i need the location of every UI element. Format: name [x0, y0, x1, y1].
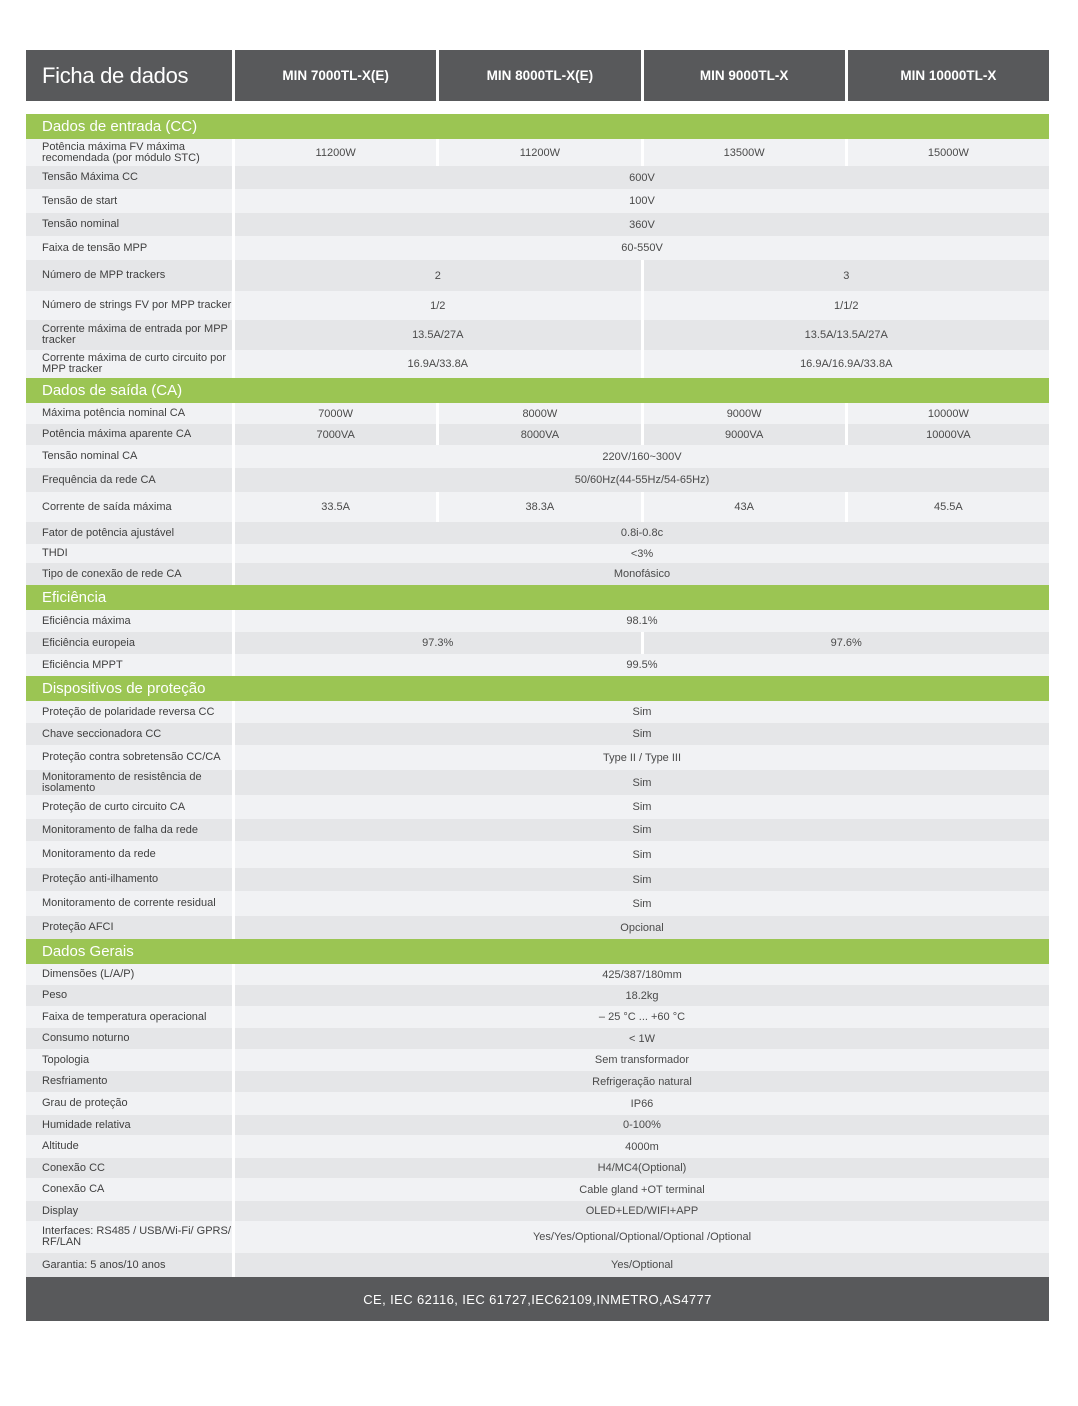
spec-value: 4000m [232, 1135, 1049, 1158]
spec-value: 38.3A [436, 492, 640, 522]
spec-row [26, 723, 1049, 745]
spec-label: Fator de potência ajustável [42, 526, 175, 539]
spec-value: Cable gland +OT terminal [232, 1178, 1049, 1201]
spec-label: Corrente máxima de curto circuito por MPP tracker [42, 352, 227, 375]
spec-row [26, 468, 1049, 492]
spec-row [26, 320, 1049, 350]
spec-row [26, 964, 1049, 985]
spec-label: Resfriamento [42, 1075, 108, 1087]
spec-row [26, 868, 1049, 891]
spec-row [26, 916, 1049, 939]
spec-label: Faixa de temperatura operacional [42, 1010, 207, 1023]
spec-row [26, 819, 1049, 841]
spec-row [26, 1253, 1049, 1277]
spec-value: 7000W [232, 403, 436, 424]
spec-value: Type II / Type III [232, 745, 1049, 770]
spec-label: Monitoramento da rede [42, 848, 156, 860]
spec-value: Refrigeração natural [232, 1071, 1049, 1092]
spec-value: < 1W [232, 1028, 1049, 1049]
spec-label: Proteção contra sobretensão CC/CA [42, 751, 221, 763]
spec-row [26, 139, 1049, 166]
spec-value: 15000W [845, 139, 1049, 166]
spec-value: Yes/Optional [232, 1253, 1049, 1277]
spec-value: 10000W [845, 403, 1049, 424]
spec-row [26, 291, 1049, 320]
spec-label: Proteção anti-ilhamento [42, 873, 159, 885]
spec-label: Número de MPP trackers [42, 269, 166, 281]
spec-row [26, 985, 1049, 1006]
spec-value: 13.5A/13.5A/27A [641, 320, 1050, 350]
datasheet [26, 50, 1049, 1321]
spec-row [26, 166, 1049, 189]
spec-sections [26, 114, 1049, 1277]
certifications-text: CE, IEC 62116, IEC 61727,IEC62109,INMETRO,AS4777 [363, 1291, 712, 1307]
spec-row [26, 492, 1049, 522]
spec-label: Humidade relativa [42, 1118, 131, 1131]
spec-row [26, 445, 1049, 468]
spec-value: IP66 [232, 1092, 1049, 1115]
spec-value: 9000VA [641, 424, 845, 445]
spec-label: Potência máxima aparente CA [42, 428, 192, 440]
spec-row [26, 701, 1049, 723]
spec-label: Monitoramento de falha da rede [42, 823, 198, 836]
spec-value: 8000VA [436, 424, 640, 445]
spec-value: Opcional [232, 916, 1049, 939]
spec-value: 97.3% [232, 632, 641, 654]
section-title: Dados de saída (CA) [26, 378, 1049, 403]
spec-label: Corrente de saída máxima [42, 500, 172, 513]
spec-value: Sim [232, 723, 1049, 745]
spec-value: 3 [641, 260, 1050, 291]
spec-value: 360V [232, 213, 1049, 236]
spec-label: Corrente máxima de entrada por MPP tracker [42, 323, 228, 346]
spec-value: 11200W [436, 139, 640, 166]
spec-value: Sim [232, 795, 1049, 819]
section-title: Dados de entrada (CC) [26, 114, 1049, 139]
spec-value: 11200W [232, 139, 436, 166]
spec-row [26, 260, 1049, 291]
spec-row [26, 770, 1049, 795]
spec-label: Display [42, 1204, 79, 1217]
spec-label: Tensão Máxima CC [42, 171, 138, 183]
spec-label: THDI [42, 547, 68, 559]
spec-label: Garantia: 5 anos/10 anos [42, 1258, 166, 1271]
spec-row [26, 610, 1049, 632]
spec-value: 16.9A/16.9A/33.8A [641, 350, 1050, 378]
spec-row [26, 213, 1049, 236]
spec-value: Sim [232, 891, 1049, 916]
spec-value: 13500W [641, 139, 845, 166]
spec-row [26, 1006, 1049, 1028]
spec-row [26, 654, 1049, 676]
spec-label: Frequência da rede CA [42, 473, 156, 486]
spec-row [26, 1028, 1049, 1049]
datasheet-title: Ficha de dados [42, 62, 189, 88]
model-header-3: MIN 9000TL-X [641, 50, 845, 101]
section-title: Dispositivos de proteção [26, 676, 1049, 701]
spec-row [26, 745, 1049, 770]
spec-row [26, 522, 1049, 544]
spec-row [26, 1049, 1049, 1071]
spec-value: 97.6% [641, 632, 1050, 654]
spec-label: Consumo noturno [42, 1032, 130, 1044]
spec-value: – 25 °C ... +60 °C [232, 1006, 1049, 1028]
spec-value: OLED+LED/WIFI+APP [232, 1201, 1049, 1221]
spec-value: 0-100% [232, 1115, 1049, 1135]
spec-value: 8000W [436, 403, 640, 424]
spec-label: Conexão CC [42, 1161, 105, 1174]
section-title: Dados Gerais [26, 939, 1049, 964]
spec-label: Potência máxima FV máxima recomendada (por módulo STC) [42, 140, 200, 164]
spec-value: 1/2 [232, 291, 641, 320]
spec-row [26, 841, 1049, 868]
spec-label: Monitoramento de corrente residual [42, 897, 216, 909]
datasheet-header [26, 50, 1049, 101]
spec-value: 18.2kg [232, 985, 1049, 1006]
spec-row [26, 350, 1049, 378]
spec-value: H4/MC4(Optional) [232, 1158, 1049, 1178]
spec-row [26, 891, 1049, 916]
spec-row [26, 236, 1049, 260]
model-header-4: MIN 10000TL-X [845, 50, 1049, 101]
spec-row [26, 632, 1049, 654]
spec-value: Sim [232, 701, 1049, 723]
spec-value: 13.5A/27A [232, 320, 641, 350]
spec-value: 99.5% [232, 654, 1049, 676]
spec-value: 7000VA [232, 424, 436, 445]
model-header-1: MIN 7000TL-X(E) [232, 50, 436, 101]
section-title: Eficiência [26, 585, 1049, 610]
spec-value: 220V/160~300V [232, 445, 1049, 468]
spec-label: Conexão CA [42, 1183, 105, 1195]
spec-value: 1/1/2 [641, 291, 1050, 320]
spec-value: 33.5A [232, 492, 436, 522]
spec-value: 600V [232, 166, 1049, 189]
spec-label: Eficiência MPPT [42, 658, 123, 671]
spec-label: Peso [42, 989, 68, 1001]
spec-row [26, 189, 1049, 213]
model-header-2: MIN 8000TL-X(E) [436, 50, 640, 101]
spec-label: Proteção de curto circuito CA [42, 800, 186, 813]
spec-label: Máxima potência nominal CA [42, 407, 186, 419]
spec-row [26, 1092, 1049, 1115]
spec-value: 45.5A [845, 492, 1049, 522]
spec-value: 16.9A/33.8A [232, 350, 641, 378]
spec-label: Eficiência máxima [42, 614, 131, 627]
spec-label: Tensão de start [42, 194, 118, 207]
spec-row [26, 1071, 1049, 1092]
spec-label: Tensão nominal [42, 218, 120, 230]
spec-value: 425/387/180mm [232, 964, 1049, 985]
spec-row [26, 1221, 1049, 1253]
spec-label: Dimensões (L/A/P) [42, 968, 135, 980]
spec-label: Chave seccionadora CC [42, 727, 162, 740]
spec-value: Monofásico [232, 563, 1049, 585]
spec-value: Sim [232, 841, 1049, 868]
spec-row [26, 1201, 1049, 1221]
spec-row [26, 403, 1049, 424]
spec-value: 98.1% [232, 610, 1049, 632]
spec-label: Topologia [42, 1053, 90, 1066]
spec-value: Sem transformador [232, 1049, 1049, 1071]
spec-value: 0.8i-0.8c [232, 522, 1049, 544]
spec-value: Sim [232, 868, 1049, 891]
spec-label: Altitude [42, 1140, 79, 1152]
spec-row [26, 563, 1049, 585]
spec-value: Yes/Yes/Optional/Optional/Optional /Optional [232, 1221, 1049, 1253]
spec-value: 10000VA [845, 424, 1049, 445]
spec-value: 2 [232, 260, 641, 291]
spec-row [26, 795, 1049, 819]
spacer [26, 101, 1049, 114]
spec-value: Sim [232, 819, 1049, 841]
spec-label: Grau de proteção [42, 1097, 128, 1109]
spec-row [26, 424, 1049, 445]
spec-value: 100V [232, 189, 1049, 213]
spec-label: Eficiência europeia [42, 636, 135, 649]
spec-label: Monitoramento de resistência de isolamento [42, 770, 202, 794]
spec-value: 60-550V [232, 236, 1049, 260]
spec-label: Proteção AFCI [42, 921, 114, 933]
certifications-footer [26, 1277, 1049, 1321]
spec-row [26, 1158, 1049, 1178]
spec-label: Faixa de tensão MPP [42, 241, 148, 254]
spec-value: Sim [232, 770, 1049, 795]
spec-label: Número de strings FV por MPP tracker [42, 299, 232, 311]
spec-value: <3% [232, 544, 1049, 563]
spec-value: 9000W [641, 403, 845, 424]
spec-label: Tensão nominal CA [42, 450, 138, 462]
spec-label: Proteção de polaridade reversa CC [42, 705, 215, 718]
spec-label: Interfaces: RS485 / USB/Wi-Fi/ GPRS/ RF/LAN [42, 1225, 231, 1248]
spec-label: Tipo de conexão de rede CA [42, 567, 182, 580]
spec-row [26, 544, 1049, 563]
spec-row [26, 1178, 1049, 1201]
spec-row [26, 1135, 1049, 1158]
spec-value: 43A [641, 492, 845, 522]
spec-row [26, 1115, 1049, 1135]
spec-value: 50/60Hz(44-55Hz/54-65Hz) [232, 468, 1049, 492]
